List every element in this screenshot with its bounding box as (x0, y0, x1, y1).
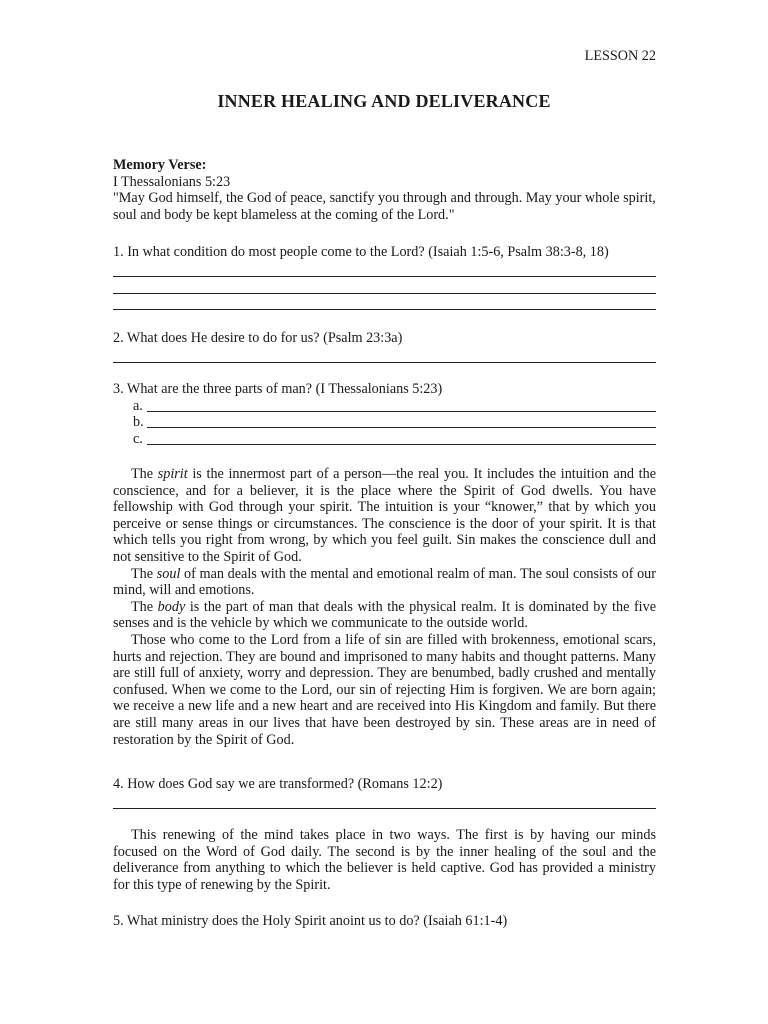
paragraph-brokenness: Those who come to the Lord from a life of sin are filled with brokenness, emotional scars, hurts and rejection. They are bound and imprisoned to many habits and thought patterns. Many are still full of anxiety, worry and depression. They are benumbed, badly crushed and mentally confused. When we come to the Lord, our sin of rejecting Him is forgiven. We are born again; we receive a new life and a new heart and are received into His Kingdom and family. But there are still many areas in our lives that have been destroyed by sin. These areas are in need of restoration by the Spirit of God. (113, 631, 656, 748)
question-5 (113, 913, 656, 930)
answer-line[interactable] (113, 277, 656, 294)
question-3-text: 3. What are the three parts of man? (I Thessalonians 5:23) (113, 381, 443, 397)
answer-line[interactable] (113, 294, 656, 311)
question-4 (113, 776, 656, 809)
lesson-number: LESSON 22 (584, 48, 656, 64)
paragraph-spirit: The spirit is the innermost part of a person—the real you. It includes the intuition and the conscience, and for a believer, it is the place where the Spirit of God dwells. You have fellowship with God through your spirit. The intuition is your “knower,” that by which you perceive or sense things or circumstances. The conscience is the door of your spirit. It is that which tells you right from wrong, by which you feel guilt. Sin makes the conscience dull and not sensitive to the Spirit of God. (113, 466, 657, 565)
question-3 (113, 381, 656, 447)
answer-line[interactable] (147, 398, 656, 412)
answer-line[interactable] (113, 261, 656, 278)
question-4-text: 4. How does God say we are transformed? (Romans 12:2) (113, 776, 443, 792)
answer-item-label: b. (133, 414, 144, 431)
answer-item-label: a. (133, 397, 143, 414)
memory-verse-reference: I Thessalonians 5:23 (113, 173, 231, 190)
emphasis-body: body (157, 598, 186, 615)
paragraph-body: The body is the part of man that deals with the physical realm. It is dominated by the five senses and is the vehicle by which we communicate to the outside world. (113, 598, 657, 632)
paragraph-soul: The soul of man deals with the mental and emotional realm of man. The soul consists of our mind, will and emotions. (113, 565, 657, 599)
question-1 (113, 244, 656, 310)
emphasis-spirit: spirit (157, 466, 188, 482)
memory-verse-section (113, 157, 656, 223)
answer-item (133, 431, 656, 448)
memory-verse-text: "May God himself, the God of peace, sanctify you through and through. May your whole spirit, soul and body be kept blameless at the coming of the Lord." (113, 190, 656, 223)
answer-line[interactable] (113, 347, 656, 364)
emphasis-soul: soul (156, 565, 181, 582)
question-2-text: 2. What does He desire to do for us? (Psalm 23:3a) (113, 330, 403, 346)
answer-item-label: c. (133, 430, 143, 447)
question-1-text: 1. In what condition do most people come to the Lord? (Isaiah 1:5-6, Psalm 38:3-8, 18) (113, 244, 609, 260)
answer-item (133, 414, 656, 431)
question-5-text: 5. What ministry does the Holy Spirit anoint us to do? (Isaiah 61:1-4) (113, 913, 508, 929)
paragraph-renewing: This renewing of the mind takes place in two ways. The first is by having our minds focused on the Word of God daily. The second is by the inner healing of the soul and the deliverance from anything to which the believer is held captive. God has provided a ministry for this type of renewing by the Spirit. (113, 827, 656, 893)
question-2 (113, 330, 656, 363)
renewing-section (113, 827, 656, 893)
answer-line[interactable] (147, 414, 656, 428)
answer-line[interactable] (147, 431, 656, 445)
page-title: INNER HEALING AND DELIVERANCE (217, 91, 551, 111)
memory-verse-heading: Memory Verse: (113, 157, 207, 173)
answer-line[interactable] (113, 793, 656, 810)
teaching-text (113, 466, 656, 748)
answer-item (133, 398, 656, 415)
